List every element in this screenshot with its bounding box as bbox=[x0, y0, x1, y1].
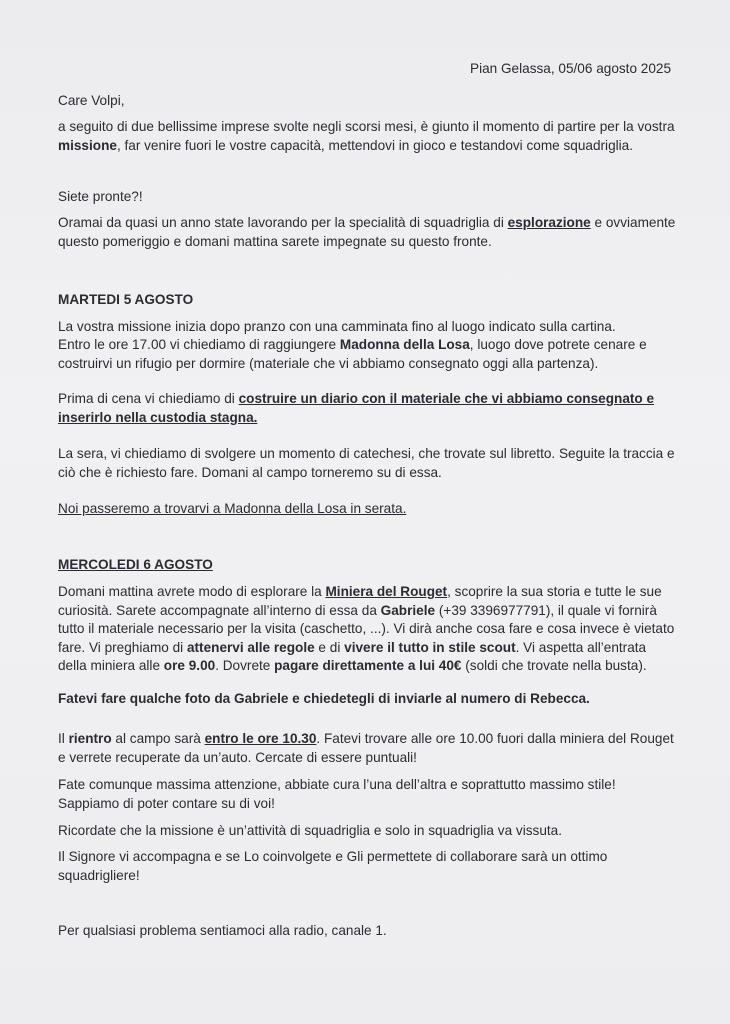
specialty-text-end: e ovviamente questo pomeriggio e domani mattina sarete impegnate su questo fronte. bbox=[58, 215, 676, 249]
ready-line: Siete pronte?! bbox=[58, 189, 143, 204]
day2-p1-b11: pagare direttamente a lui 40€ bbox=[274, 658, 462, 673]
intro-paragraph bbox=[58, 118, 678, 155]
day2-p1 bbox=[58, 583, 678, 676]
day2-p1-t0: Domani mattina avrete modo di esplorare la bbox=[58, 584, 326, 599]
day2-p3-t2: al campo sarà bbox=[111, 731, 205, 746]
day2-p1-t2: , scoprire la sua storia e tutte le sue curiosità. Sarete accompagnate all’interno di essa da bbox=[58, 584, 662, 618]
intro-text-end: , far venire fuori le vostre capacità, mettendovi in gioco e testandovi come squadriglia. bbox=[116, 137, 634, 153]
day1-p2-text: Entro le ore 17.00 vi chiediamo di raggiungere bbox=[58, 337, 340, 352]
day1-p2-bold: Madonna della Losa bbox=[339, 337, 470, 352]
day2-p6: Il Signore vi accompagna e se Lo coinvolgete e Gli permettete di collaborare sarà un ottimo squadrigliere! bbox=[58, 849, 608, 883]
day2-p1-b5: attenervi alle regole bbox=[186, 639, 315, 655]
day2-p3-b3: entro le ore 10.30 bbox=[204, 731, 317, 746]
day1-p2-text-end: , luogo dove potrete cenare e costruirvi un rifugio per dormire (materiale che vi abbiamo consegnato oggi alla partenza). bbox=[58, 337, 647, 371]
day1-p3-text: Prima di cena vi chiediamo di bbox=[58, 391, 239, 406]
day1-title: MARTEDI 5 AGOSTO bbox=[58, 292, 194, 307]
day2-p2: Fatevi fare qualche foto da Gabriele e chiedetegli di inviarle al numero di Rebecca. bbox=[58, 691, 590, 706]
day2-p3 bbox=[58, 730, 678, 767]
day1-p4: La sera, vi chiediamo di svolgere un momento di catechesi, che trovate sul libretto. Seguite la traccia e ciò che è richiesto fare. Domani al campo torneremo su di essa. bbox=[58, 446, 675, 480]
day2-title: MERCOLEDI 6 AGOSTO bbox=[58, 557, 213, 572]
day2-p1-t8: . Vi aspetta all’entrata della miniera alle bbox=[58, 639, 647, 673]
day2-p4: Fate comunque massima attenzione, abbiate cura l’una dell’altra e soprattutto massimo stile! Sappiamo di poter contare su di voi! bbox=[58, 777, 616, 811]
day2-p1-t6: e di bbox=[314, 639, 345, 655]
day1-p2 bbox=[58, 336, 678, 373]
day1-p3-bold: costruire un diario con il materiale che vi abbiamo consegnato e inserirlo nella custodia stagna. bbox=[58, 391, 655, 425]
specialty-paragraph bbox=[58, 214, 678, 251]
specialty-text: Oramai da quasi un anno state lavorando per la specialità di squadriglia di bbox=[58, 215, 508, 230]
day2-p1-b1: Miniera del Rouget bbox=[325, 584, 448, 599]
day1-p5: Noi passeremo a trovarvi a Madonna della Losa in serata. bbox=[58, 501, 407, 516]
day2-p1-t4: (+39 3396977791), il quale vi fornirà tutto il materiale necessario per la visita (caschetto, ...). Vi dirà anche cosa fare e cosa invece è vietato fare. Vi preghiamo di bbox=[58, 602, 675, 655]
day2-p1-b3: Gabriele bbox=[380, 602, 436, 618]
day1-p3 bbox=[58, 390, 678, 427]
place-date: Pian Gelassa, 05/06 agosto 2025 bbox=[470, 61, 672, 76]
day2-p3-b1: rientro bbox=[68, 731, 112, 746]
day2-p1-t12: (soldi che trovate nella busta). bbox=[461, 658, 647, 673]
specialty-bold: esplorazione bbox=[507, 215, 591, 230]
day2-p3-t0: Il bbox=[58, 731, 69, 746]
day2-p1-b7: vivere il tutto in stile scout bbox=[344, 639, 516, 655]
intro-bold: missione bbox=[58, 137, 117, 153]
salutation: Care Volpi, bbox=[58, 93, 125, 108]
day2-p1-b9: ore 9.00 bbox=[163, 658, 216, 673]
day1-p1: La vostra missione inizia dopo pranzo con una camminata fino al luogo indicato sulla cartina. bbox=[58, 319, 616, 334]
intro-text: a seguito di due bellissime imprese svolte negli scorsi mesi, è giunto il momento di partire per la vostra bbox=[58, 119, 675, 134]
day2-p1-t10: . Dovrete bbox=[215, 658, 275, 673]
day2-p3-t4: . Fatevi trovare alle ore 10.00 fuori dalla miniera del Rouget e verrete recuperate da un’auto. Cercate di essere puntuali! bbox=[58, 731, 674, 765]
day2-p5: Ricordate che la missione è un’attività di squadriglia e solo in squadriglia va vissuta. bbox=[58, 823, 562, 838]
day2-p7: Per qualsiasi problema sentiamoci alla radio, canale 1. bbox=[58, 923, 387, 938]
